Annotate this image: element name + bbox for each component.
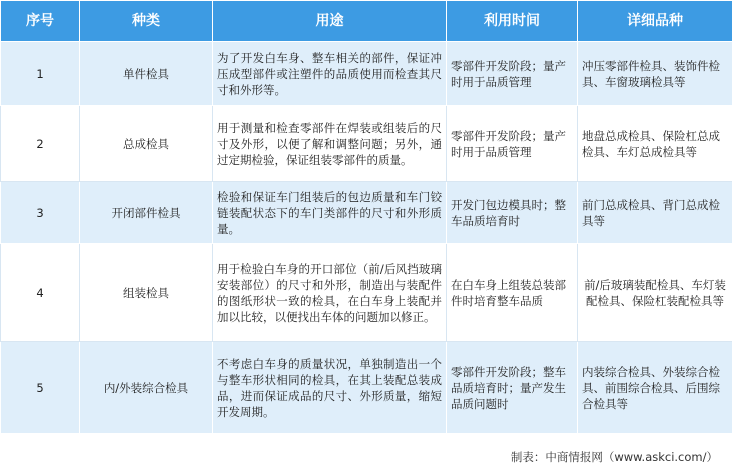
cell-detail: 地盘总成检具、保险杠总成检具、车灯总成检具等 xyxy=(578,106,732,182)
cell-detail: 前/后玻璃装配检具、车灯装配检具、保险杠装配检具等 xyxy=(578,244,732,342)
cell-no: 5 xyxy=(1,342,80,434)
cell-time: 零部件开发阶段；量产时用于品质管理 xyxy=(447,42,578,106)
table-row xyxy=(1,106,732,182)
cell-type: 开闭部件检具 xyxy=(80,182,213,244)
cell-no: 3 xyxy=(1,182,80,244)
cell-time: 开发门包边模具时；整车品质培育时 xyxy=(447,182,578,244)
cell-no: 2 xyxy=(1,106,80,182)
table-row xyxy=(1,244,732,342)
cell-time: 零部件开发阶段；整车品质培育时；量产发生品质问题时 xyxy=(447,342,578,434)
cell-type: 组装检具 xyxy=(80,244,213,342)
cell-use: 用于检验白车身的开口部位（前/后风挡玻璃安装部位）的尺寸和外形，制造出与装配件的图纸形状一致的检具，在白车身上装配并加以比较，以便找出车体的问题加以修正。 xyxy=(213,244,447,342)
header-time: 利用时间 xyxy=(447,1,578,42)
cell-use: 不考虑白车身的质量状况，单独制造出一个与整车形状相同的检具，在其上装配总装成品，进而保证成品的尺寸、外形质量，缩短开发周期。 xyxy=(213,342,447,434)
header-type: 种类 xyxy=(80,1,213,42)
cell-time: 零部件开发阶段；量产时用于品质管理 xyxy=(447,106,578,182)
header-row xyxy=(1,1,732,42)
cell-type: 单件检具 xyxy=(80,42,213,106)
cell-no: 1 xyxy=(1,42,80,106)
source-note: 制表：中商情报网（www.askci.com/） xyxy=(510,450,718,464)
table-row xyxy=(1,182,732,244)
cell-detail: 前门总成检具、背门总成检具等 xyxy=(578,182,732,244)
header-detail: 详细品种 xyxy=(578,1,732,42)
header-no: 序号 xyxy=(1,1,80,42)
cell-detail: 冲压零部件检具、装饰件检具、车窗玻璃检具等 xyxy=(578,42,732,106)
cell-detail: 内装综合检具、外装综合检具、前围综合检具、后围综合检具等 xyxy=(578,342,732,434)
header-use: 用途 xyxy=(213,1,447,42)
cell-type: 总成检具 xyxy=(80,106,213,182)
cell-use: 检验和保证车门组装后的包边质量和车门铰链装配状态下的车门类部件的尺寸和外形质量。 xyxy=(213,182,447,244)
table-row xyxy=(1,342,732,434)
cell-time: 在白车身上组装总装部件时培育整车品质 xyxy=(447,244,578,342)
cell-use: 用于测量和检查零部件在焊装或组装后的尺寸及外形，以便了解和调整问题；另外，通过定期检验，保证组装零部件的质量。 xyxy=(213,106,447,182)
cell-use: 为了开发白车身、整车相关的部件，保证冲压成型部件或注塑件的品质使用而检查其尺寸和外形等。 xyxy=(213,42,447,106)
cell-no: 4 xyxy=(1,244,80,342)
cell-type: 内/外装综合检具 xyxy=(80,342,213,434)
table-row xyxy=(1,42,732,106)
